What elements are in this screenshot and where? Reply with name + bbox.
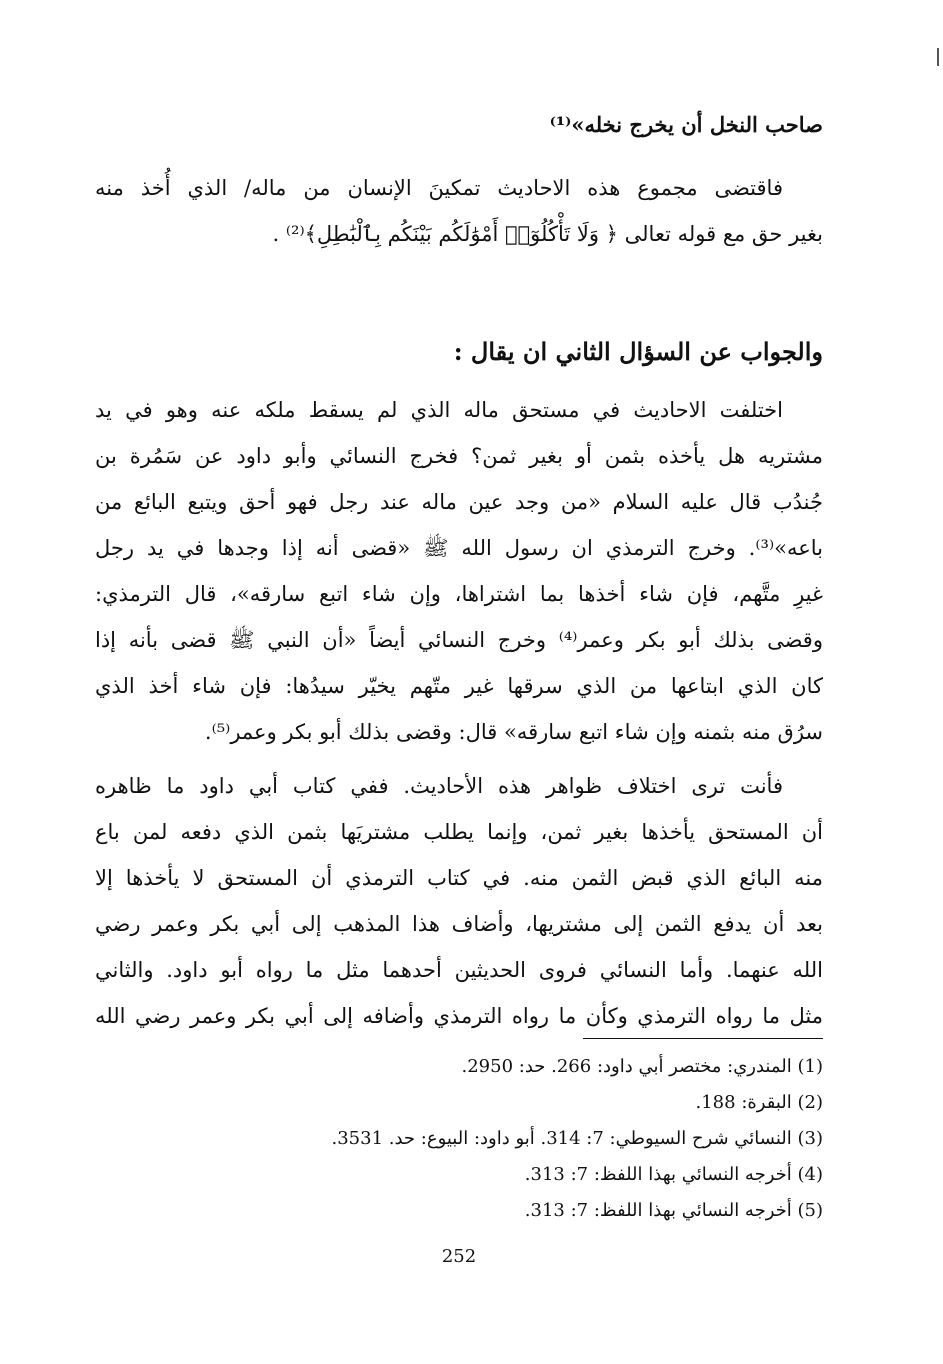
text-line: جُندُب قال عليه السلام «من وجد عين ماله عند رجل فهو أحق ويتبع البائع من [95, 490, 823, 514]
text-line: الله عنهما. وأما النسائي فروى الحديثين أحدهما مثل ما رواه أبو داود. والثاني [95, 958, 823, 982]
page-number: 252 [441, 1246, 477, 1267]
footnote: (5) أخرجه النسائي بهذا اللفظ: 7: 313. [524, 1200, 823, 1221]
text-line: فأنت ترى اختلاف ظواهر هذه الأحاديث. ففي كتاب أبي داود ما ظاهره [95, 774, 783, 798]
section-heading: والجواب عن السؤال الثاني ان يقال : [453, 337, 823, 366]
footnote: (3) النسائي شرح السيوطي: 7: 314. أبو داود: البيوع: حد. 3531. [331, 1128, 823, 1149]
text-line: غيرِ متَّهم، فإن شاء أخذها بما اشتراها، وإن شاء اتبع سارقه»، قال الترمذي: [95, 582, 823, 606]
book-page [95, 0, 823, 1364]
footnote: (1) المندري: مختصر أبي داود: 266. حد: 2950. [461, 1056, 823, 1077]
footnote-separator [583, 1038, 823, 1039]
text-line: باعه»⁽³⁾. وخرج الترمذي ان رسول الله ﷺ «قضى أنه إذا وجدها في يد رجل [95, 536, 823, 560]
text-line: فاقتضى مجموع هذه الاحاديث تمكينَ الإنسان من ماله/ الذي أُخذ منه [95, 176, 783, 200]
footnote: (4) أخرجه النسائي بهذا اللفظ: 7: 313. [524, 1164, 823, 1185]
text-line: منه البائع الذي قبض الثمن منه. في كتاب الترمذي أن المستحق لا يأخذها إلا [95, 866, 823, 890]
footnote: (2) البقرة: 188. [695, 1092, 823, 1113]
text-line: بعد أن يدفع الثمن إلى مشتريها، وأضاف هذا المذهب إلى أبي بكر وعمر رضي [95, 912, 823, 936]
text-line: وقضى بذلك أبو بكر وعمر⁽⁴⁾ وخرج النسائي أيضاً «أن النبي ﷺ قضى بأنه إذا [95, 628, 823, 652]
text-line: صاحب النخل أن يخرج نخله»⁽¹⁾ [549, 112, 823, 137]
text-line: بغير حق مع قوله تعالى ﴿ وَلَا تَأْكُلُوٓا۟ أَمْوَٰلَكُم بَيْنَكُم بِٱلْبَٰطِلِ﴾⁽²⁾ . [272, 222, 823, 246]
text-line: مثل ما رواه الترمذي وكأن ما رواه الترمذي وأضافه إلى أبي بكر وعمر رضي الله [95, 1004, 823, 1028]
text-line: اختلفت الاحاديث في مستحق ماله الذي لم يسقط ملكه عنه وهو في يد [95, 398, 783, 422]
text-line: كان الذي ابتاعها من الذي سرقها غير متّهم يخيّر سيدُها: فإن شاء أخذ الذي [95, 674, 823, 698]
scan-edge-mark [937, 48, 939, 66]
text-line: مشتريه هل يأخذه بثمن أو بغير ثمن؟ فخرج النسائي وأبو داود عن سَمُرة بن [95, 444, 823, 468]
text-line: أن المستحق يأخذها بغير ثمن، وإنما يطلب مشتريَها بثمن الذي دفعه لمن باع [95, 820, 823, 844]
text-line: سرُق منه بثمنه وإن شاء اتبع سارقه» قال: وقضى بذلك أبو بكر وعمر⁽⁵⁾. [204, 720, 823, 744]
